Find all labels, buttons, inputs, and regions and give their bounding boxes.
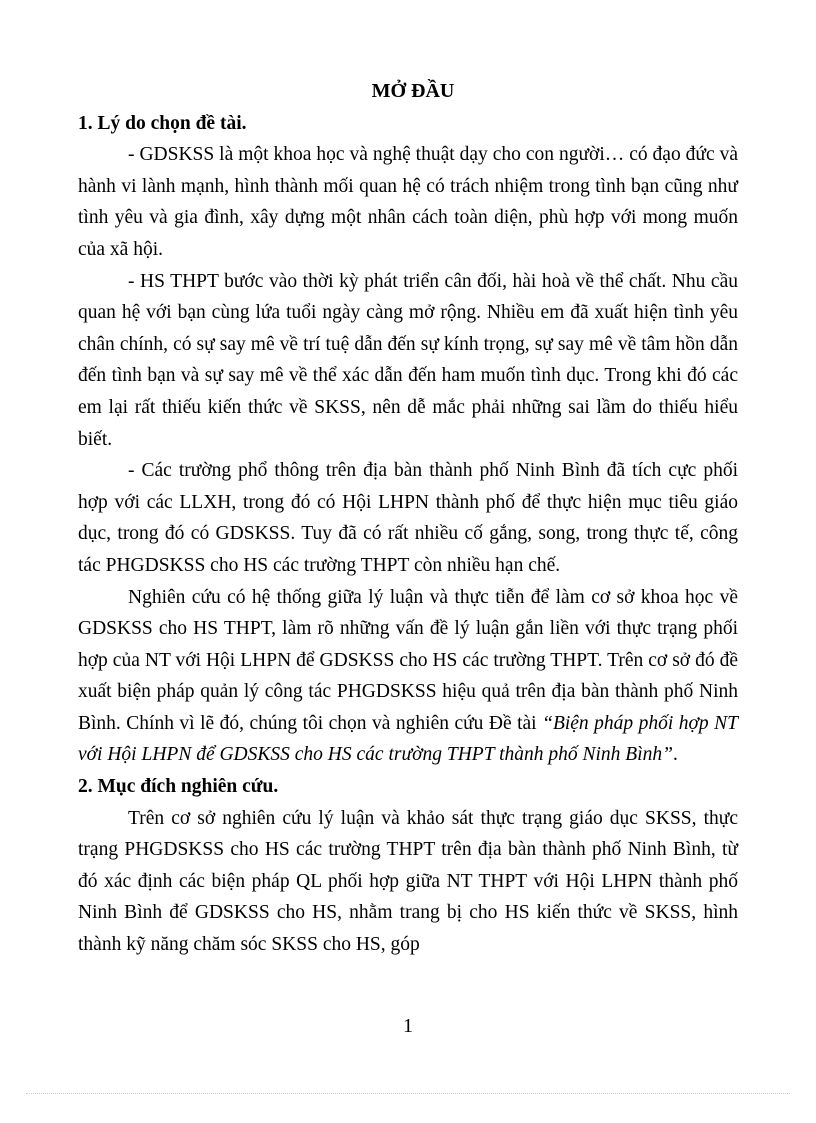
paragraph-4-end: . xyxy=(672,744,678,766)
section-2-paragraph-1: Trên cơ sở nghiên cứu lý luận và khảo sát thực trạng giáo dục SKSS, thực trạng PHGDSKSS cho HS các trường THPT trên địa bàn thành phố Ninh Bình, từ đó xác định các biện pháp QL phối hợp giữa NT THPT với Hội LHPN thành phố Ninh Bình để GDSKSS cho HS, nhằm trang bị cho HS kiến thức về SKSS, hình thành kỹ năng chăm sóc SKSS cho HS, góp xyxy=(78,807,738,956)
page-number: 1 xyxy=(403,1015,413,1037)
topic-title: “Biện pháp phối hợp NT với Hội LHPN để GDSKSS cho HS các trường THPT thành phố Ninh Bình” xyxy=(78,712,738,766)
page-title: MỞ ĐẦU xyxy=(371,80,455,102)
section-1-paragraph-1: - GDSKSS là một khoa học và nghệ thuật dạy cho con người… có đạo đức và hành vi lành mạnh, hình thành mối quan hệ có trách nhiệm trong tình bạn cũng như tình yêu và gia đình, xây dựng một nhân cách toàn diện, phù hợp với mong muốn của xã hội. xyxy=(78,144,738,260)
section-1-heading: 1. Lý do chọn đề tài. xyxy=(78,112,247,134)
footer-divider xyxy=(26,1093,790,1094)
paragraph-4-text: Nghiên cứu có hệ thống giữa lý luận và thực tiễn để làm cơ sở khoa học về GDSKSS cho HS THPT, làm rõ những vấn đề lý luận gắn liền với thực trạng phối hợp của NT với Hội LHPN để GDSKSS cho HS các trường THPT. Trên cơ sở đó đề xuất biện pháp quản lý công tác PHGDSKSS hiệu quả trên địa bàn thành phố Ninh Bình. Chính vì lẽ đó, chúng tôi chọn và nghiên cứu Đề tài xyxy=(78,586,738,734)
section-2-heading: 2. Mục đích nghiên cứu. xyxy=(78,776,279,798)
section-1-paragraph-2: - HS THPT bước vào thời kỳ phát triển cân đối, hài hoà về thể chất. Nhu cầu quan hệ với bạn cùng lứa tuổi ngày càng mở rộng. Nhiều em đã xuất hiện tình yêu chân chính, có sự say mê về trí tuệ dẫn đến sự kính trọng, sự say mê về tâm hồn dẫn đến tình bạn và sự say mê về thể xác dẫn đến ham muốn tình dục. Trong khi đó các em lại rất thiếu kiến thức về SKSS, nên dễ mắc phải những sai lầm do thiếu hiểu biết. xyxy=(78,270,738,450)
document-body xyxy=(78,76,738,961)
section-1-paragraph-4 xyxy=(78,582,738,772)
section-1-paragraph-3: - Các trường phổ thông trên địa bàn thành phố Ninh Bình đã tích cực phối hợp với các LLXH, trong đó có Hội LHPN thành phố để thực hiện mục tiêu giáo dục, trong đó có GDSKSS. Tuy đã có rất nhiều cố gắng, song, trong thực tế, công tác PHGDSKSS cho HS các trường THPT còn nhiều hạn chế. xyxy=(78,460,738,576)
